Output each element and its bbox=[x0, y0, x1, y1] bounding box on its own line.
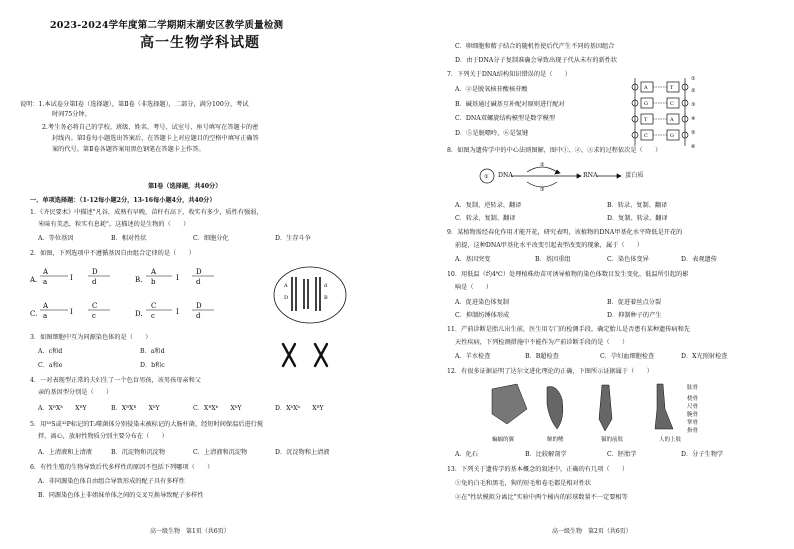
svg-text:A: A bbox=[644, 85, 648, 91]
option: B．相对性状 bbox=[111, 235, 147, 242]
dna-label: DNA bbox=[498, 172, 513, 179]
limb-caption: 鲸的鳍 bbox=[547, 437, 564, 443]
question-6: 6．有性生殖的生物导致后代多样性的原因不包括下列哪项（ ） bbox=[30, 464, 214, 471]
rna-label: RNA bbox=[583, 172, 598, 179]
svg-text:A: A bbox=[670, 117, 674, 123]
limb-caption: 人的上肢 bbox=[659, 437, 682, 443]
cell-figure bbox=[270, 265, 350, 325]
option: C．孕妇血细胞检查 bbox=[600, 353, 655, 360]
option: B．碱基通过碱基互补配对原则进行配对 bbox=[455, 101, 565, 108]
statement: ②在"性状模拟分离比"实验中两个桶内的彩球数量不一定要相等 bbox=[455, 494, 628, 501]
bone-label: 肱骨 bbox=[687, 385, 699, 391]
question-11-cont: 天性疾病，下列检测措施中不能作为产前诊断手段的是（ ） bbox=[455, 339, 629, 346]
svg-text:④: ④ bbox=[691, 116, 696, 122]
question-4-cont: 亲的基因型分别是（ ） bbox=[38, 389, 113, 396]
option: C．卵细胞和精子结合的随机性使后代产生不同的基因组合 bbox=[455, 43, 615, 50]
svg-text:B: B bbox=[324, 295, 328, 301]
svg-text:A: A bbox=[151, 268, 157, 276]
option: A．XᴮXᵇ XᴮY bbox=[38, 405, 87, 412]
svg-text:I: I bbox=[176, 274, 179, 282]
option: C．转录、复制、翻译 bbox=[455, 215, 516, 222]
bone-label: 指骨 bbox=[687, 428, 699, 434]
question-9: 9．某植物需经春化作用才能开花，研究表明，该植物的DNA甲基化水平降低是开花的 bbox=[447, 229, 683, 236]
question-1-cont: 米味有美恶，粒实有息耗"。这描述的是生物的（ ） bbox=[38, 221, 190, 228]
option: C．上清液和沉淀物 bbox=[193, 449, 248, 456]
option: D．b和c bbox=[140, 362, 165, 369]
instruction-line: 封线内。第Ⅰ卷每小题选出答案后，在答题卡上对应题目的空格中填写正确答 bbox=[52, 135, 259, 142]
option: A．上清液和上清液 bbox=[38, 449, 92, 456]
question-5-cont: 拌、离心，放射性物质分别主要分布在（ ） bbox=[38, 433, 168, 440]
svg-text:a: a bbox=[43, 278, 48, 286]
svg-text:D: D bbox=[196, 302, 202, 310]
option: B．基因重组 bbox=[535, 256, 571, 263]
svg-text:I: I bbox=[176, 308, 179, 316]
question-5: 5．用³⁵S或³²P标记的T₂噬菌体分别侵染未被标记的大肠杆菌，经短时间保温后进行搅 bbox=[30, 421, 264, 428]
option: C．a和e bbox=[38, 362, 63, 369]
question-1: 1．《齐民要术》中描述"凡谷，成熟有早晚，苗秆有高下，收实有多少，质性有强弱， bbox=[30, 209, 263, 216]
svg-text:B.: B. bbox=[135, 276, 143, 284]
svg-text:I: I bbox=[70, 308, 73, 316]
option: C．XᴮXᵇ XᵇY bbox=[193, 405, 242, 412]
question-8: 8．如图为遗传学中的中心法则图解，图中①、②、③求的过程依次是（ ） bbox=[447, 147, 662, 154]
option: D．抑制种子的产生 bbox=[607, 312, 662, 319]
svg-text:G: G bbox=[670, 133, 674, 139]
svg-text:T: T bbox=[670, 85, 674, 91]
option: B．XᴮXᴮ XᵇY bbox=[111, 405, 160, 412]
svg-text:⑤: ⑤ bbox=[691, 130, 696, 136]
exam-subtitle: 高一生物学科试题 bbox=[140, 35, 260, 51]
question-4: 4．一对表现型正常的夫妇生了一个色盲男孩，该男孩母亲和父 bbox=[30, 377, 201, 384]
question-3: 3．如图细胞中互为同源染色体的是（ ） bbox=[30, 334, 152, 341]
question-10-cont: 响是（ ） bbox=[455, 284, 493, 291]
svg-text:①: ① bbox=[691, 76, 696, 82]
option: D．复制、转录、翻译 bbox=[607, 215, 668, 222]
option: A．基因突变 bbox=[455, 256, 491, 263]
option: D．沉淀物和上清液 bbox=[275, 449, 330, 456]
option: B．同源染色体上非姐妹单体之间的交叉互换导致配子多样性 bbox=[38, 492, 204, 499]
question-11: 11．产前诊断是胎儿出生前，医生用专门的检测手段，确定胎儿是否患有某种遗传病和先 bbox=[447, 326, 690, 333]
svg-text:C.: C. bbox=[30, 310, 38, 318]
limb-caption: 猫的前肢 bbox=[601, 437, 624, 443]
svg-text:D: D bbox=[92, 268, 98, 276]
svg-text:c: c bbox=[92, 312, 96, 320]
exam-title: 2023-2024学年度第二学期期末潮安区教学质量检测 bbox=[50, 20, 284, 31]
svg-text:A.: A. bbox=[30, 276, 38, 284]
svg-text:d: d bbox=[196, 278, 201, 286]
part-heading: 一、单项选择题：（1-12每小题2分，13-16每小题4分，共40分） bbox=[30, 197, 216, 204]
option: D．由于DNA分子复制准确会导致出现子代从未有的新性状 bbox=[455, 57, 618, 64]
question-10: 10．用低温（约4℃）处理植株幼苗可诱导植物的染色体数目发生变化，低温所引起的影 bbox=[447, 271, 689, 278]
question-2: 2．如图，下列选项中不遵循基因自由组合定律的是（ ） bbox=[30, 250, 195, 257]
svg-text:①: ① bbox=[484, 174, 489, 180]
option: A．等位基因 bbox=[38, 235, 74, 242]
dna-structure-figure bbox=[625, 72, 705, 152]
bone-label: 腕骨 bbox=[687, 412, 699, 418]
question-12: 12．有很多证据证明了达尔文进化理论的正确，下图所示证据属于（ ） bbox=[447, 368, 653, 375]
option: C．抑制纺锤体形成 bbox=[455, 312, 510, 319]
svg-text:C: C bbox=[644, 133, 648, 139]
option: B．比较解剖学 bbox=[525, 451, 567, 458]
svg-text:d: d bbox=[92, 278, 97, 286]
svg-text:②: ② bbox=[691, 88, 696, 94]
option: C．染色体变异 bbox=[607, 256, 649, 263]
page-footer: 高一级生物 第2页（共6页） bbox=[552, 528, 632, 535]
svg-text:A: A bbox=[43, 268, 49, 276]
instruction-line: 案的代号。第Ⅱ卷各题答案用黑色钢笔在答题卡上作答。 bbox=[52, 146, 205, 153]
option: A．复制、逆转录、翻译 bbox=[455, 202, 522, 209]
instruction-line: 说明：1.本试卷分第Ⅰ卷（选择题），第Ⅱ卷（非选择题），二部分，满分100分，考试 bbox=[20, 101, 249, 108]
statement: ①兔的白毛和黑毛，狗的短毛和卷毛都是相对性状 bbox=[455, 480, 592, 487]
option: D．生存斗争 bbox=[275, 235, 311, 242]
svg-text:A: A bbox=[43, 302, 49, 310]
svg-text:c: c bbox=[151, 312, 155, 320]
bone-label: 桡骨 bbox=[687, 396, 699, 402]
svg-text:A: A bbox=[284, 283, 288, 289]
bone-label: 尺骨 bbox=[687, 404, 699, 410]
svg-text:d: d bbox=[324, 283, 328, 289]
instruction-line: 2.考生务必将自己的学校、班级、姓名、考号、试室号、座号填写在答题卡的密 bbox=[42, 124, 259, 131]
svg-text:T: T bbox=[644, 117, 648, 123]
limb-caption: 蝙蝠的翼 bbox=[492, 437, 515, 443]
svg-text:③: ③ bbox=[540, 187, 545, 193]
option: A．②是脱氧核苷酸核苷酸 bbox=[455, 86, 528, 93]
svg-text:I: I bbox=[70, 274, 73, 282]
option: C．细胞分化 bbox=[193, 235, 229, 242]
option: B．沉淀物和沉淀物 bbox=[111, 449, 166, 456]
option: C．胚胎学 bbox=[607, 451, 637, 458]
svg-text:C: C bbox=[92, 302, 98, 310]
protein-label: 蛋白质 bbox=[625, 172, 644, 179]
option: B．a和d bbox=[140, 348, 165, 355]
option: B．B超检查 bbox=[525, 353, 559, 360]
gene-diagrams-figure bbox=[30, 262, 260, 332]
svg-text:②: ② bbox=[540, 162, 545, 168]
svg-text:b: b bbox=[151, 278, 156, 286]
instruction-line: 时间75分钟。 bbox=[52, 111, 91, 118]
option: C．DNA双螺旋结构模型是数学模型 bbox=[455, 115, 556, 122]
option: D．表观遗传 bbox=[681, 256, 717, 263]
option: D．分子生物学 bbox=[681, 451, 724, 458]
option: A．促进染色体复制 bbox=[455, 299, 509, 306]
page-footer: 高一级生物 第1页（共6页） bbox=[150, 528, 230, 535]
option: A．非同源染色体自由组合导致形成的配子具有多样性 bbox=[38, 478, 185, 485]
option: A．羊水检查 bbox=[455, 353, 491, 360]
chromosome-figure bbox=[277, 340, 337, 370]
page-right bbox=[397, 0, 794, 549]
bone-label: 掌骨 bbox=[687, 420, 699, 426]
option: B．转录、复制、翻译 bbox=[607, 202, 668, 209]
svg-text:G: G bbox=[644, 101, 648, 107]
svg-text:a: a bbox=[43, 312, 48, 320]
question-9-cont: 前提，这种DNA甲基化水平改变引起表型改变的现象，属于（ ） bbox=[455, 242, 644, 249]
svg-text:d: d bbox=[196, 312, 201, 320]
svg-text:C: C bbox=[151, 302, 157, 310]
svg-text:⑥: ⑥ bbox=[691, 144, 696, 150]
question-7: 7．下列关于DNA结构知识错误的是（ ） bbox=[447, 71, 571, 78]
option: D．XᵇXᵇ XᴮY bbox=[275, 405, 324, 412]
svg-text:③: ③ bbox=[691, 102, 696, 108]
svg-text:D: D bbox=[196, 268, 202, 276]
option: D．⑤是脱嘌呤，⑥是氢键 bbox=[455, 130, 529, 137]
svg-text:C: C bbox=[670, 101, 674, 107]
question-13: 13．下列关于遗传学的基本概念的叙述中，正确的有几项（ ） bbox=[447, 466, 629, 473]
option: A．化石 bbox=[455, 451, 479, 458]
svg-text:D: D bbox=[284, 295, 289, 301]
option: A．c和d bbox=[38, 348, 63, 355]
option: D．X光照射检查 bbox=[681, 353, 728, 360]
option: B．促进着丝点分裂 bbox=[607, 299, 662, 306]
svg-text:D.: D. bbox=[135, 310, 143, 318]
section-title: 第Ⅰ卷（选择题，共40分） bbox=[148, 183, 222, 190]
